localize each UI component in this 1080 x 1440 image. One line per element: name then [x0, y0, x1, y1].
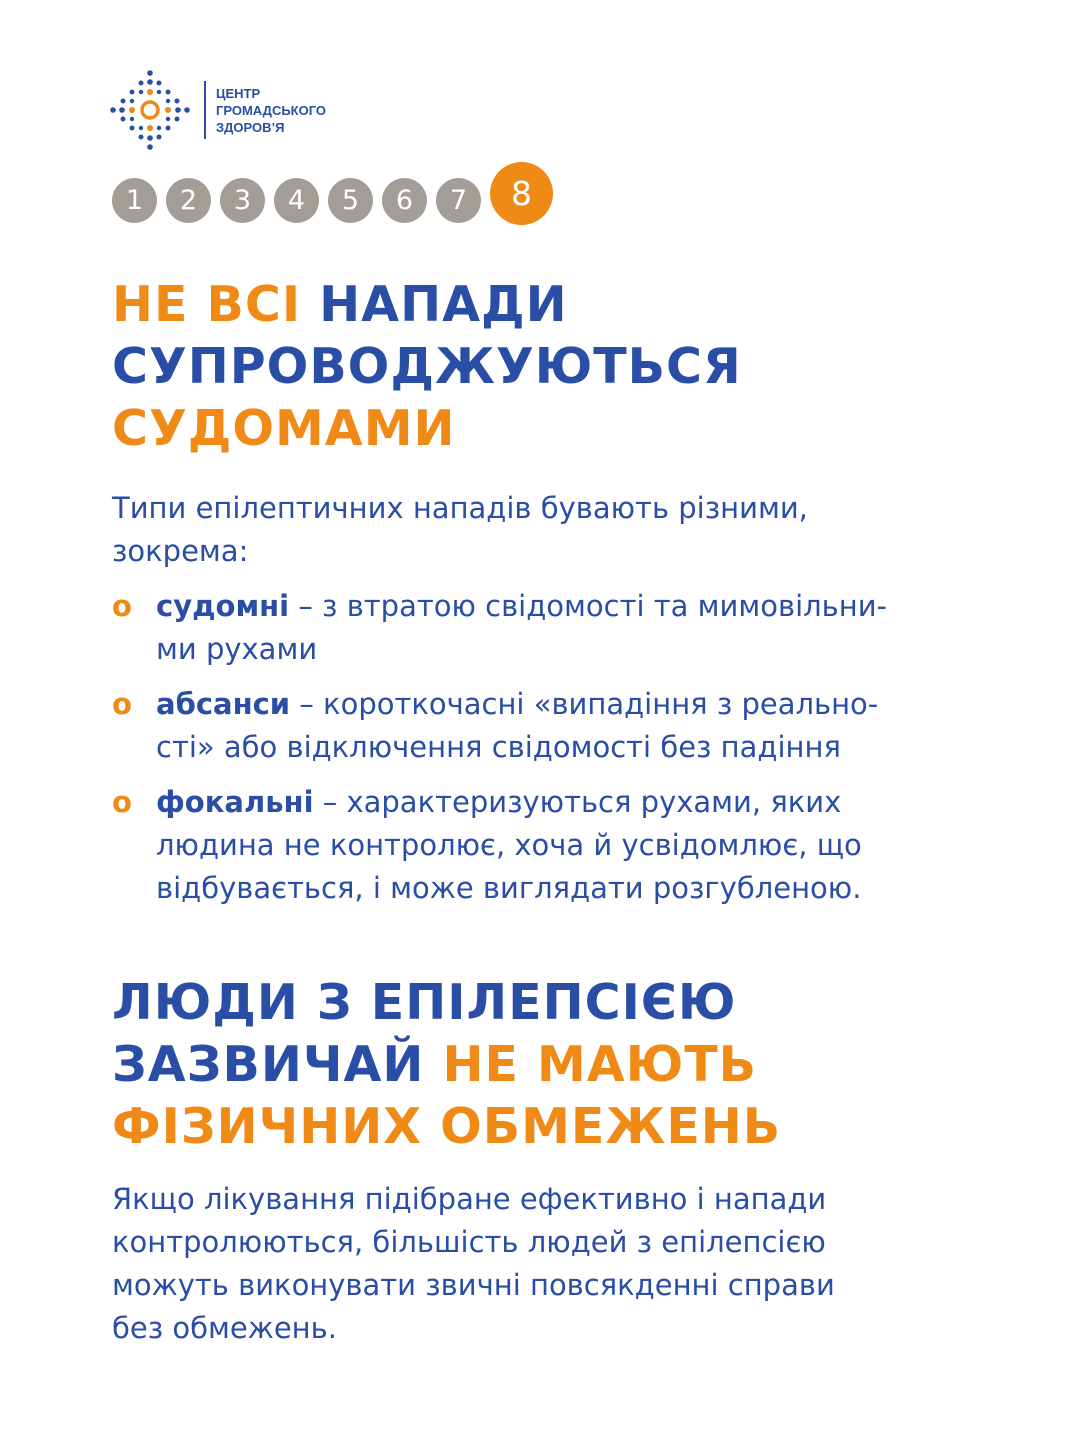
heading-accent: НЕ МАЮТЬ: [442, 1036, 758, 1093]
list-item-term: фокальні: [156, 785, 314, 819]
logo-text-line: ЗДОРОВ’Я: [216, 119, 285, 135]
step-7: 7: [436, 178, 481, 223]
paragraph-line: Якщо лікування підібране ефективно і напади: [112, 1182, 827, 1216]
section2-paragraph: [112, 1178, 1012, 1350]
heading-accent: НЕ ВСІ: [112, 276, 302, 333]
step-6: 6: [382, 178, 427, 223]
list-item-text: – характеризуються рухами, яких: [313, 785, 842, 819]
heading-line: [112, 1034, 781, 1096]
heading-line: ЛЮДИ З ЕПІЛЕПСІЄЮ: [112, 974, 737, 1031]
list-item-text: – з втратою свідомості та мимовільни-: [289, 589, 888, 623]
step-3: 3: [220, 178, 265, 223]
dotted-circle-logo-icon: [110, 70, 190, 150]
heading-line: СУПРОВОДЖУЮТЬСЯ: [112, 338, 742, 395]
list-item-term: абсанси: [156, 687, 291, 721]
heading-text: ЗАЗВИЧАЙ: [112, 1036, 425, 1093]
step-4: 4: [274, 178, 319, 223]
logo-text-line: ЦЕНТР: [216, 85, 261, 101]
step-2: 2: [166, 178, 211, 223]
heading-line: СУДОМАМИ: [112, 400, 456, 457]
list-item-line: людина не контролює, хоча й усвідомлює, що: [156, 828, 862, 862]
heading-text: НАПАДИ: [319, 276, 568, 333]
logo-text: [216, 85, 326, 136]
seizure-types-list: [112, 585, 1012, 922]
list-item-line: [156, 585, 1012, 628]
intro-line: зокрема:: [112, 534, 249, 568]
list-item: [112, 683, 1012, 769]
list-item: [112, 781, 1012, 910]
logo-divider: [204, 81, 206, 139]
section1-heading: [112, 274, 742, 460]
list-item-line: відбувається, і може виглядати розгубленою.: [156, 871, 862, 905]
intro-line: Типи епілептичних нападів бувають різними,: [112, 491, 808, 525]
section2-heading: [112, 972, 781, 1158]
paragraph-line: можуть виконувати звичні повсякденні справи: [112, 1268, 835, 1302]
paragraph-line: без обмежень.: [112, 1311, 337, 1345]
step-1: 1: [112, 178, 157, 223]
list-item-line: ми рухами: [156, 632, 318, 666]
list-item-line: [156, 683, 1012, 726]
step-5: 5: [328, 178, 373, 223]
step-8-active: 8: [490, 162, 553, 225]
list-item: [112, 585, 1012, 671]
logo-text-line: ГРОМАДСЬКОГО: [216, 102, 327, 118]
bullet-icon: о: [112, 785, 132, 819]
paragraph-line: контролюються, більшість людей з епілепсією: [112, 1225, 826, 1259]
list-item-text: – короткочасні «випадіння з реально-: [290, 687, 879, 721]
list-item-term: судомні: [156, 589, 290, 623]
bullet-icon: о: [112, 589, 132, 623]
heading-line: [112, 274, 742, 336]
list-item-line: сті» або відключення свідомості без падіння: [156, 730, 841, 764]
heading-line: ФІЗИЧНИХ ОБМЕЖЕНЬ: [112, 1098, 782, 1155]
section1-intro: [112, 487, 1012, 573]
step-indicator: [112, 176, 562, 225]
bullet-icon: о: [112, 687, 132, 721]
logo: [110, 70, 326, 150]
list-item-line: [156, 781, 1012, 824]
